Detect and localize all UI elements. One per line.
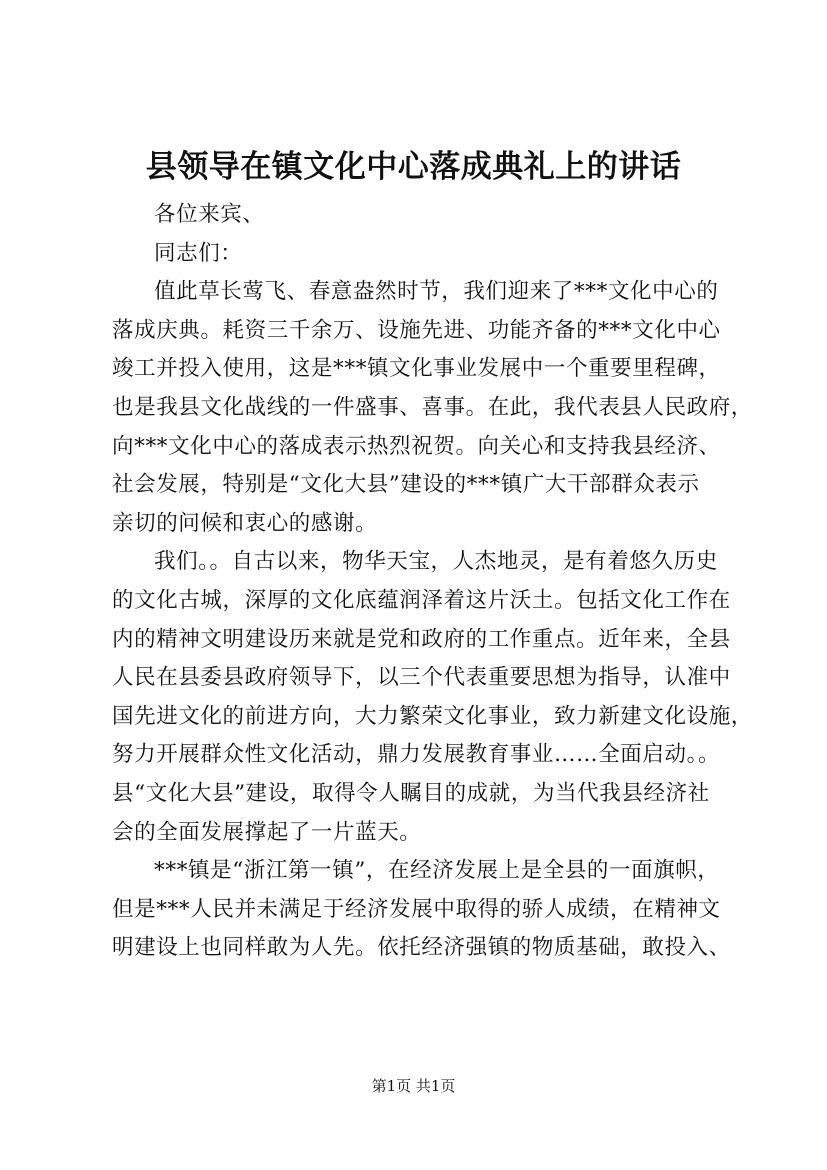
paragraph-line: ***镇是“浙江第一镇”，在经济发展上是全县的一面旗帜， (154, 858, 720, 884)
paragraph-line: 也是我县文化战线的一件盛事、喜事。在此，我代表县人民政府， (112, 394, 753, 420)
paragraph-line: 竣工并投入使用，这是***镇文化事业发展中一个重要里程碑， (112, 356, 721, 382)
paragraph-line: 会的全面发展撑起了一片蓝天。 (112, 819, 422, 845)
page-title: 县领导在镇文化中心落成典礼上的讲话 (145, 149, 682, 185)
paragraph-line: 明建设上也同样敢为人先。依托经济强镇的物质基础，敢投入、 (112, 935, 731, 961)
paragraph-line: 落成庆典。耗资三千余万、设施先进、功能齐备的***文化中心 (112, 317, 721, 343)
page-number: 第1页 共1页 (371, 1077, 456, 1095)
paragraph-line: 向***文化中心的落成表示热烈祝贺。向关心和支持我县经济、 (112, 433, 721, 459)
salutation-line: 同志们： (154, 240, 243, 266)
paragraph-line: 亲切的问候和衷心的感谢。 (112, 510, 378, 536)
paragraph-line: 国先进文化的前进方向，大力繁荣文化事业，致力新建文化设施， (112, 703, 753, 729)
salutation-line: 各位来宾、 (154, 202, 265, 227)
paragraph-line: 县“文化大县”建设，取得令人瞩目的成就，为当代我县经济社 (112, 780, 710, 806)
paragraph-line: 但是***人民并未满足于经济发展中取得的骄人成绩，在精神文 (112, 896, 721, 922)
paragraph-line: 我们。。自古以来，物华天宝，人杰地灵，是有着悠久历史 (154, 549, 718, 575)
paragraph-line: 值此草长莺飞、春意盎然时节，我们迎来了***文化中心的 (154, 279, 719, 305)
paragraph-line: 人民在县委县政府领导下，以三个代表重要思想为指导，认准中 (112, 665, 731, 691)
paragraph-line: 努力开展群众性文化活动，鼎力发展教育事业……全面启动。。 (112, 742, 721, 768)
paragraph-line: 内的精神文明建设历来就是党和政府的工作重点。近年来，全县 (112, 626, 731, 652)
paragraph-line: 社会发展，特别是“文化大县”建设的***镇广大干部群众表示 (112, 472, 700, 498)
paragraph-line: 的文化古城，深厚的文化底蕴润泽着这片沃土。包括文化工作在 (112, 587, 731, 613)
document-body (112, 196, 753, 968)
